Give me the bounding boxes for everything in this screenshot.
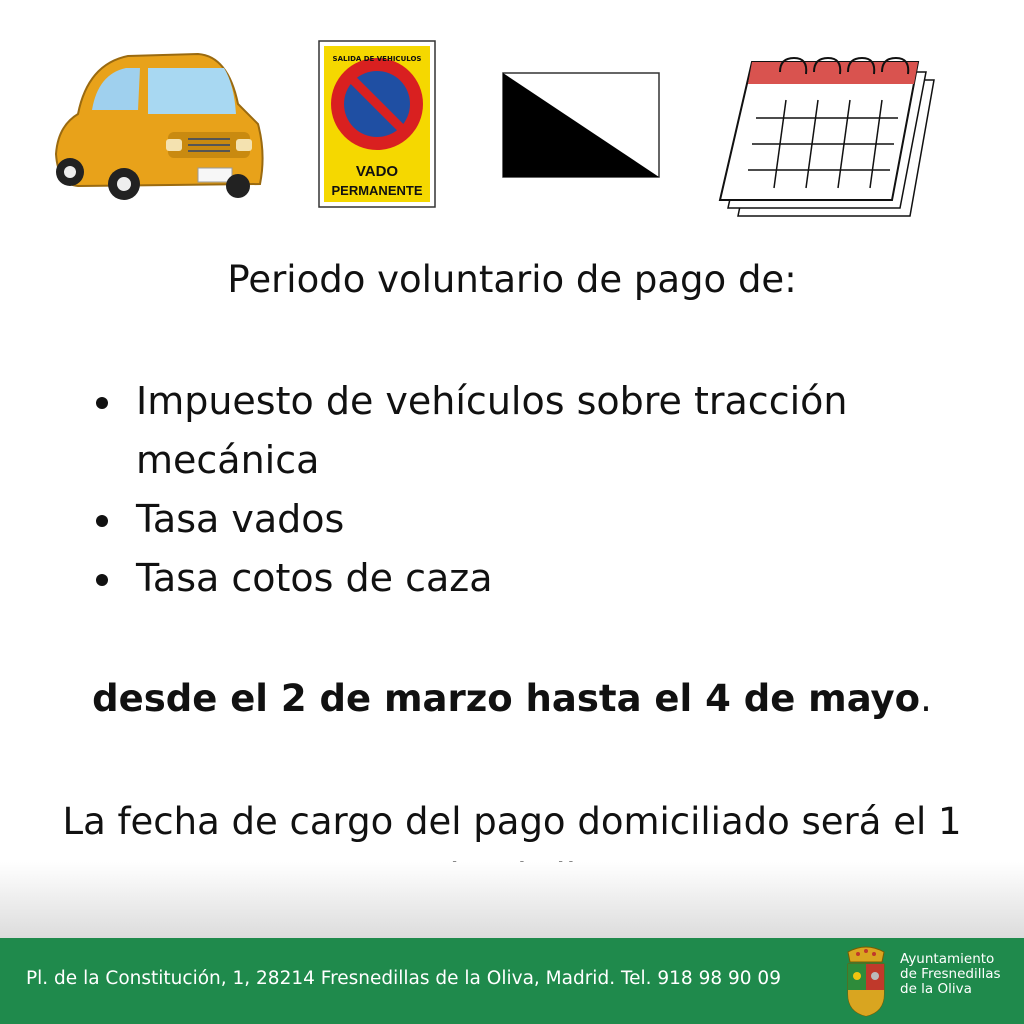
list-item-label: Impuesto de vehículos sobre tracción mecánica: [136, 379, 848, 482]
bullet-icon: [96, 574, 108, 586]
tax-list: [96, 372, 946, 608]
no-parking-sign-icon: [318, 40, 436, 208]
footer-fade: [0, 862, 1024, 938]
list-item-label: Tasa vados: [136, 497, 345, 541]
org-line2: de Fresnedillas: [900, 966, 1001, 982]
payment-period: [0, 672, 1024, 726]
list-item-label: Tasa cotos de caza: [136, 556, 493, 600]
list-item: [96, 490, 946, 549]
list-item: [96, 372, 946, 490]
bullet-icon: [96, 397, 108, 409]
sign-line1: VADO: [355, 163, 399, 180]
org-name: [900, 952, 1001, 997]
list-item: [96, 549, 946, 608]
charge-date-note: La fecha de cargo del pago domiciliado será el 1: [62, 800, 962, 843]
payment-period-tail: .: [920, 677, 932, 720]
black-white-flag-icon: [502, 72, 660, 178]
org-line3: de la Oliva: [900, 981, 972, 997]
org-line1: Ayuntamiento: [900, 951, 995, 967]
footer: [0, 938, 1024, 1024]
calendar-icon: [714, 50, 940, 222]
bullet-icon: [96, 515, 108, 527]
footer-address: Pl. de la Constitución, 1, 28214 Fresnedillas de la Oliva, Madrid. Tel. 918 98 90 09: [26, 968, 781, 989]
payment-period-text: desde el 2 de marzo hasta el 4 de mayo: [92, 677, 921, 720]
icon-row: [0, 36, 1024, 226]
car-icon: [48, 44, 270, 204]
page-title: Periodo voluntario de pago de:: [227, 258, 797, 301]
coat-of-arms-icon: [842, 946, 890, 1018]
sign-top-text: SALIDA DE VEHICULOS: [332, 55, 422, 63]
sign-line2: PERMANENTE: [331, 183, 423, 198]
